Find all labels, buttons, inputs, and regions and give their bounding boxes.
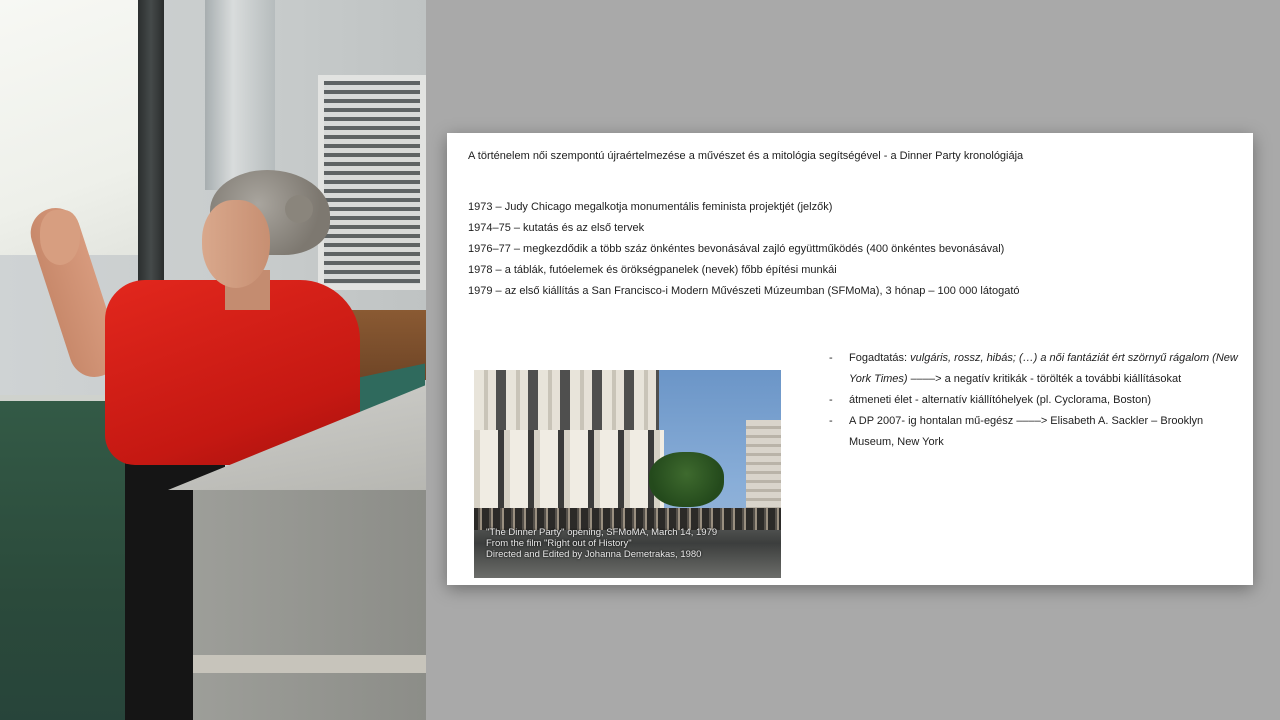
reception-item-reviews xyxy=(831,348,1241,390)
photo-caption-line-1: "The Dinner Party" opening, SFMoMA, March 14, 1979 xyxy=(486,527,718,538)
reception-list xyxy=(831,348,1241,453)
podium xyxy=(168,385,426,720)
reception-item-text: átmeneti élet - alternatív kiállítóhelyek (pl. Cyclorama, Boston) xyxy=(849,394,1152,406)
timeline-list xyxy=(468,197,1020,302)
reception-consequence: ––––> a negatív kritikák - törölték a további kiállításokat xyxy=(907,373,1182,385)
timeline-item-1976: 1976–77 – megkezdődik a több száz önkéntes bevonásával zajló együttműködés (400 önkéntes bevonásával) xyxy=(468,243,1005,255)
speaker-camera-view xyxy=(0,0,426,720)
presentation-slide xyxy=(447,133,1253,585)
speaker-face xyxy=(202,200,270,288)
reception-item-text: A DP 2007- ig hontalan mű-egész ––––> Elisabeth A. Sackler – Brooklyn Museum, New York xyxy=(849,415,1204,448)
bullet-dash: - xyxy=(829,415,833,427)
bullet-dash: - xyxy=(829,394,833,406)
photo-caption xyxy=(486,527,717,560)
bullet-dash: - xyxy=(829,352,833,364)
podium-stripe xyxy=(193,655,426,673)
speaker-hand xyxy=(40,210,80,265)
timeline-item-1973: 1973 – Judy Chicago megalkotja monumentális feminista projektjét (jelzők) xyxy=(468,201,833,213)
podium-body xyxy=(193,490,426,720)
photo-building-facade xyxy=(474,430,664,520)
photo-caption-line-2: From the film "Right out of History" xyxy=(486,538,632,549)
reception-item-temporary-venues xyxy=(831,390,1241,411)
window-column xyxy=(205,0,275,190)
podium-top xyxy=(168,385,426,490)
reception-item-permanent-home xyxy=(831,411,1241,453)
exhibition-opening-photo xyxy=(474,370,781,578)
photo-caption-line-3: Directed and Edited by Johanna Demetrakas, 1980 xyxy=(486,549,702,560)
reception-quote: vulgáris, rossz, hibás; (…) a női fantáziát ért szörnyű rágalom (New York Times) xyxy=(849,352,1238,385)
speaker-hair-bun xyxy=(285,195,313,223)
timeline-item-1974: 1974–75 – kutatás és az első tervek xyxy=(468,222,645,234)
photo-tree xyxy=(649,452,724,507)
photo-tower xyxy=(746,420,781,520)
timeline-item-1978: 1978 – a táblák, futóelemek és örökségpanelek (nevek) főbb építési munkái xyxy=(468,264,837,276)
slide-title: A történelem női szempontú újraértelmezése a művészet és a mitológia segítségével - a Dinner Party kronológiája xyxy=(468,150,1024,162)
reception-label: Fogadtatás: xyxy=(849,352,911,364)
timeline-item-1979: 1979 – az első kiállítás a San Francisco-i Modern Művészeti Múzeumban (SFMoMa), 3 hónap – 100 000 látogató xyxy=(468,285,1020,297)
